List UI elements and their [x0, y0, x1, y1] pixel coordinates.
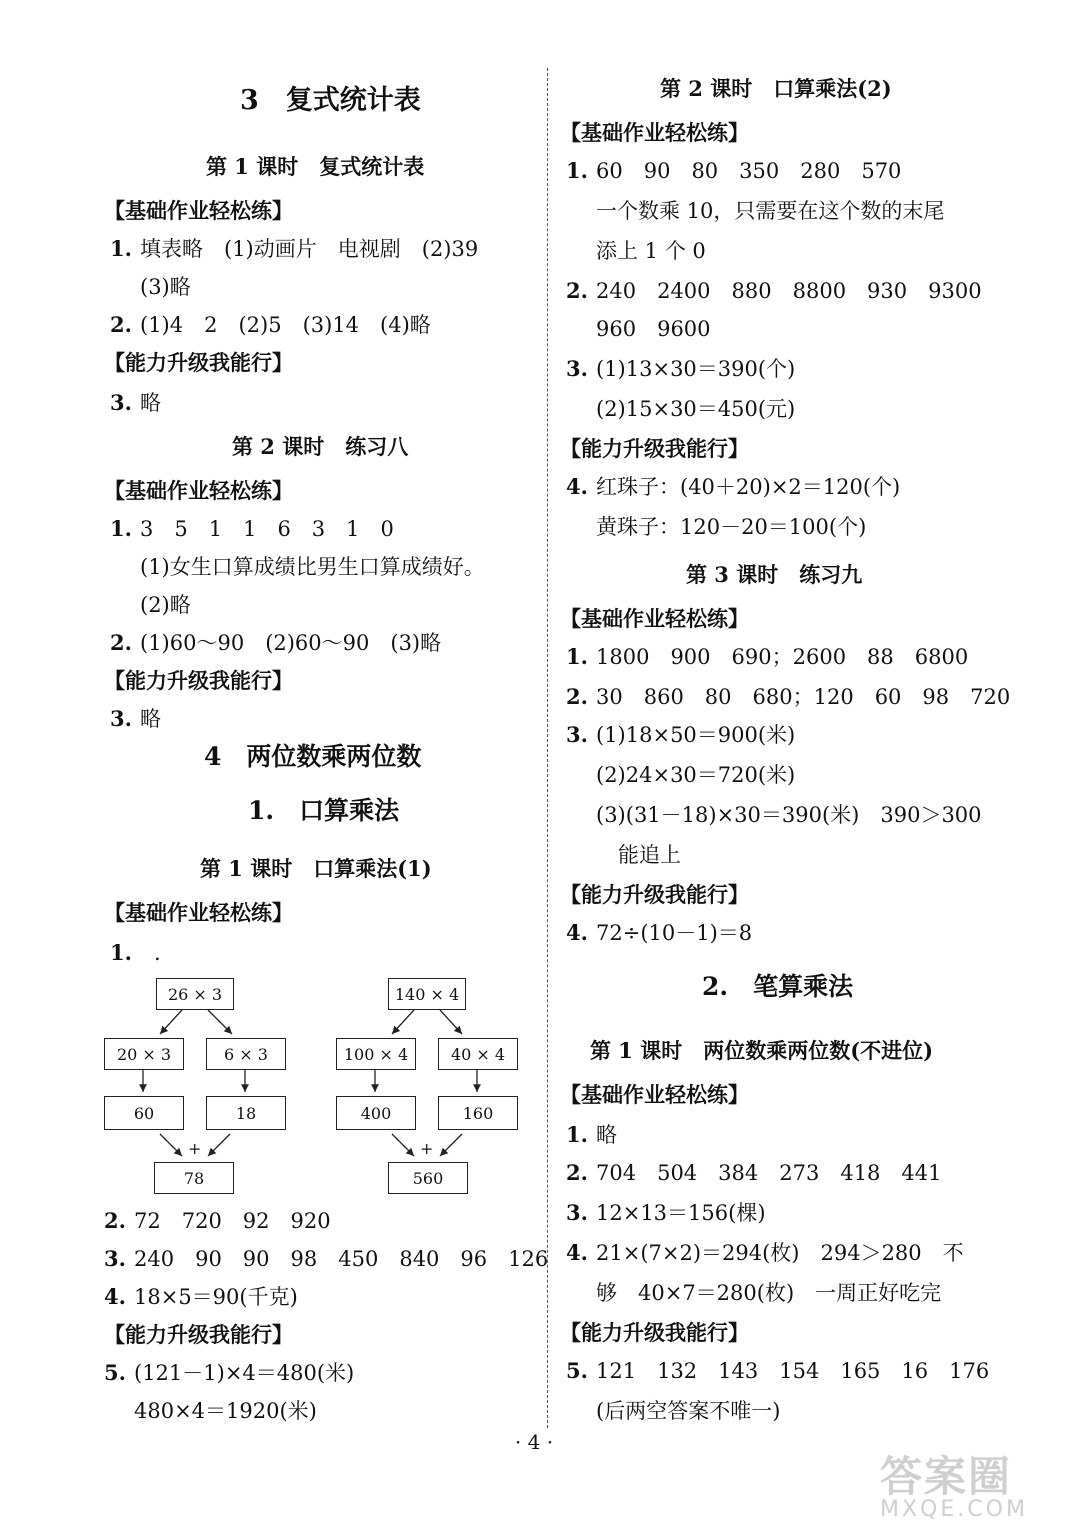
answer-continuation: 能追上	[618, 843, 681, 867]
answer-text: 18×5＝90(千克)	[134, 1285, 298, 1309]
answer-continuation: (2)略	[140, 593, 191, 617]
answer-text: 略	[140, 707, 161, 731]
section-tag: 【能力升级我能行】	[104, 350, 293, 375]
question-2	[566, 1160, 942, 1186]
question-number: 5.	[566, 1358, 588, 1383]
answer-continuation: (3)略	[140, 275, 191, 299]
section-tag: 【基础作业轻松练】	[104, 478, 293, 503]
plus-sign: +	[188, 1139, 202, 1158]
question-3	[566, 722, 795, 748]
answer-text: 12×13＝156(棵)	[596, 1201, 766, 1225]
answer-text: 30 860 80 680；120 60 98 720	[596, 685, 1011, 709]
question-number: 2.	[566, 1160, 588, 1185]
question-number: 1.	[110, 940, 132, 965]
question-number: 4.	[566, 1240, 588, 1265]
question-number: 1.	[566, 1122, 588, 1147]
section-tag: 【能力升级我能行】	[104, 668, 293, 693]
answer-text: 72 720 92 920	[134, 1209, 331, 1233]
lesson-title: 第 1 课时 口算乘法(1)	[200, 856, 432, 881]
question-5	[104, 1360, 354, 1386]
answer-text: 红珠子：(40＋20)×2＝120(个)	[596, 475, 901, 499]
question-number: 1.	[110, 236, 132, 261]
question-number: 2.	[110, 630, 132, 655]
section-title: 3 复式统计表	[240, 85, 421, 116]
diagram-box-top: 26 × 3	[156, 978, 234, 1010]
section-tag: 【能力升级我能行】	[560, 1320, 749, 1345]
subsection-title: 1. 口算乘法	[248, 796, 400, 825]
question-number: 4.	[104, 1284, 126, 1309]
question-number: 3.	[566, 1200, 588, 1225]
question-5	[566, 1358, 989, 1384]
answer-text: 240 90 90 98 450 840 96 126	[134, 1247, 549, 1271]
lesson-title: 第 2 课时 练习八	[232, 434, 409, 459]
question-4	[104, 1284, 298, 1310]
question-number: 2.	[566, 684, 588, 709]
answer-text: 704 504 384 273 418 441	[596, 1161, 942, 1185]
answer-text: 60 90 80 350 280 570	[596, 159, 902, 183]
diagram-box-result-left: 60	[104, 1096, 184, 1130]
diagram-box-result-right: 18	[206, 1096, 286, 1130]
question-number: 3.	[566, 722, 588, 747]
diagram-box-split-left: 100 × 4	[336, 1038, 416, 1070]
diagram-box-result-right: 160	[438, 1096, 518, 1130]
section-tag: 【基础作业轻松练】	[104, 198, 293, 223]
question-3	[566, 1200, 766, 1226]
question-number: 3.	[110, 706, 132, 731]
answer-text: 72÷(10－1)＝8	[596, 921, 753, 945]
question-4	[566, 920, 752, 946]
question-number: 2.	[104, 1208, 126, 1233]
question-4	[566, 474, 900, 500]
lesson-title: 第 1 课时 复式统计表	[206, 154, 425, 179]
question-number: 3.	[104, 1246, 126, 1271]
section-tag: 【基础作业轻松练】	[560, 120, 749, 145]
diagram-box-split-left: 20 × 3	[104, 1038, 184, 1070]
answer-text: 1800 900 690；2600 88 6800	[596, 645, 969, 669]
diagram-box-split-right: 6 × 3	[206, 1038, 286, 1070]
answer-text: (1)4 2 (2)5 (3)14 (4)略	[140, 313, 431, 337]
diagram-box-split-right: 40 × 4	[438, 1038, 518, 1070]
question-number: 4.	[566, 474, 588, 499]
question-number: 2.	[566, 278, 588, 303]
answer-text: 略	[140, 391, 161, 415]
question-1	[566, 644, 968, 670]
watermark-logo	[880, 1452, 1050, 1528]
answer-text: 填表略 (1)动画片 电视剧 (2)39	[140, 237, 479, 261]
answer-continuation: 960 9600	[596, 317, 711, 341]
question-2	[566, 684, 1010, 710]
answer-continuation: (2)24×30＝720(米)	[596, 763, 796, 787]
answer-continuation: (1)女生口算成绩比男生口算成绩好。	[140, 555, 485, 579]
diagram-arrows	[0, 0, 548, 1200]
question-number: 5.	[104, 1360, 126, 1385]
answer-text: 略	[596, 1123, 617, 1147]
answer-text: .	[154, 941, 161, 965]
section-tag: 【能力升级我能行】	[104, 1322, 293, 1347]
answer-continuation: 添上 1 个 0	[596, 239, 706, 263]
question-1	[566, 1122, 617, 1148]
answer-continuation: 一个数乘 10，只需要在这个数的末尾	[596, 199, 945, 223]
question-number: 3.	[566, 356, 588, 381]
question-number: 4.	[566, 920, 588, 945]
question-number: 2.	[110, 312, 132, 337]
answer-continuation: (2)15×30＝450(元)	[596, 397, 796, 421]
subsection-title: 2. 笔算乘法	[702, 972, 854, 1001]
answer-text: 3 5 1 1 6 3 1 0	[140, 517, 394, 541]
answer-text: (1)60～90 (2)60～90 (3)略	[140, 631, 442, 655]
chapter-title: 4 两位数乘两位数	[204, 742, 422, 771]
answer-text: (1)18×50＝900(米)	[596, 723, 796, 747]
section-tag: 【基础作业轻松练】	[560, 606, 749, 631]
question-2	[566, 278, 982, 304]
answer-text: 121 132 143 154 165 16 176	[596, 1359, 990, 1383]
question-number: 3.	[110, 390, 132, 415]
watermark-text-top: 答案圈	[880, 1452, 1013, 1501]
question-4	[566, 1240, 964, 1266]
lesson-title: 第 2 课时 口算乘法(2)	[660, 76, 892, 101]
question-3	[104, 1246, 548, 1272]
section-tag: 【能力升级我能行】	[560, 882, 749, 907]
answer-continuation: 黄珠子：120－20＝100(个)	[596, 515, 867, 539]
answer-text: 240 2400 880 8800 930 9300	[596, 279, 982, 303]
diagram-box-sum: 560	[388, 1162, 468, 1194]
plus-sign: +	[420, 1139, 434, 1158]
question-2	[104, 1208, 331, 1234]
answer-continuation: (3)(31－18)×30＝390(米) 390＞300	[596, 803, 982, 827]
diagram-box-result-left: 400	[336, 1096, 416, 1130]
diagram-box-top: 140 × 4	[388, 978, 466, 1010]
lesson-title: 第 1 课时 两位数乘两位数(不进位)	[590, 1038, 934, 1063]
section-tag: 【基础作业轻松练】	[104, 900, 293, 925]
answer-text: 21×(7×2)＝294(枚) 294＞280 不	[596, 1241, 964, 1265]
section-tag: 【能力升级我能行】	[560, 436, 749, 461]
diagram-box-sum: 78	[154, 1162, 234, 1194]
answer-continuation: 够 40×7＝280(枚) 一周正好吃完	[596, 1281, 942, 1305]
answer-text: (1)13×30＝390(个)	[596, 357, 796, 381]
watermark-text-bottom: MXQE.COM	[880, 1497, 1028, 1522]
question-3	[566, 356, 795, 382]
page-number: · 4 ·	[514, 1430, 554, 1454]
lesson-title: 第 3 课时 练习九	[686, 562, 863, 587]
question-number: 1.	[566, 158, 588, 183]
answer-continuation: (后两空答案不唯一)	[596, 1399, 781, 1423]
question-number: 1.	[110, 516, 132, 541]
question-number: 1.	[566, 644, 588, 669]
question-1	[566, 158, 901, 184]
answer-text: (121－1)×4＝480(米)	[134, 1361, 355, 1385]
answer-continuation: 480×4＝1920(米)	[134, 1399, 317, 1423]
section-tag: 【基础作业轻松练】	[560, 1082, 749, 1107]
